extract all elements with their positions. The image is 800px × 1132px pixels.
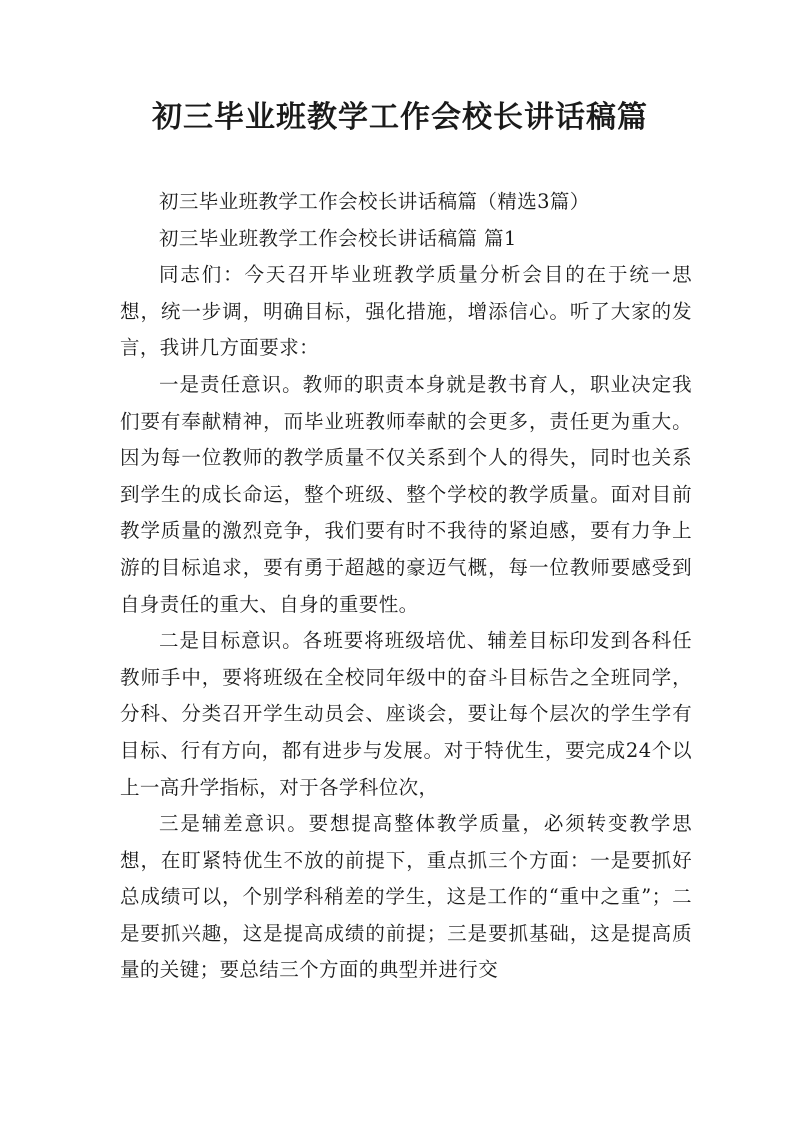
document-body	[120, 184, 692, 989]
section-heading: 初三毕业班教学工作会校长讲话稿篇 篇1	[159, 226, 517, 250]
body-paragraph: 同志们：今天召开毕业班教学质量分析会目的在于统一思想，统一步调，明确目标，强化措施，增添信心。听了大家的发言，我讲几方面要求：	[120, 263, 692, 360]
document-subtitle: 初三毕业班教学工作会校长讲话稿篇（精选3篇）	[159, 190, 590, 213]
body-paragraph: 三是辅差意识。要想提高整体教学质量，必须转变教学思想，在盯紧特优生不放的前提下，重点抓三个方面：一是要抓好总成绩可以，个别学科稍差的学生，这是工作的“重中之重”；二是要抓兴趣，这是提高成绩的前提；三是要抓基础，这是提高质量的关键；要总结三个方面的典型并进行交	[120, 812, 692, 982]
body-paragraph: 一是责任意识。教师的职责本身就是教书育人，职业决定我们要有奉献精神，而毕业班教师奉献的会更多，责任更为重大。因为每一位教师的教学质量不仅关系到个人的得失，同时也关系到学生的成长命运，整个班级、整个学校的教学质量。面对目前教学质量的激烈竞争，我们要有时不我待的紧迫感，要有力争上游的目标追求，要有勇于超越的豪迈气概，每一位教师要感受到自身责任的重大、自身的重要性。	[120, 372, 692, 616]
document-title: 初三毕业班教学工作会校长讲话稿篇	[152, 100, 648, 135]
body-paragraph: 二是目标意识。各班要将班级培优、辅差目标印发到各科任教师手中，要将班级在全校同年级中的奋斗目标告之全班同学，分科、分类召开学生动员会、座谈会，要让每个层次的学生学有目标、行有方向，都有进步与发展。对于特优生，要完成24个以上一高升学指标，对于各学科位次，	[120, 629, 692, 799]
